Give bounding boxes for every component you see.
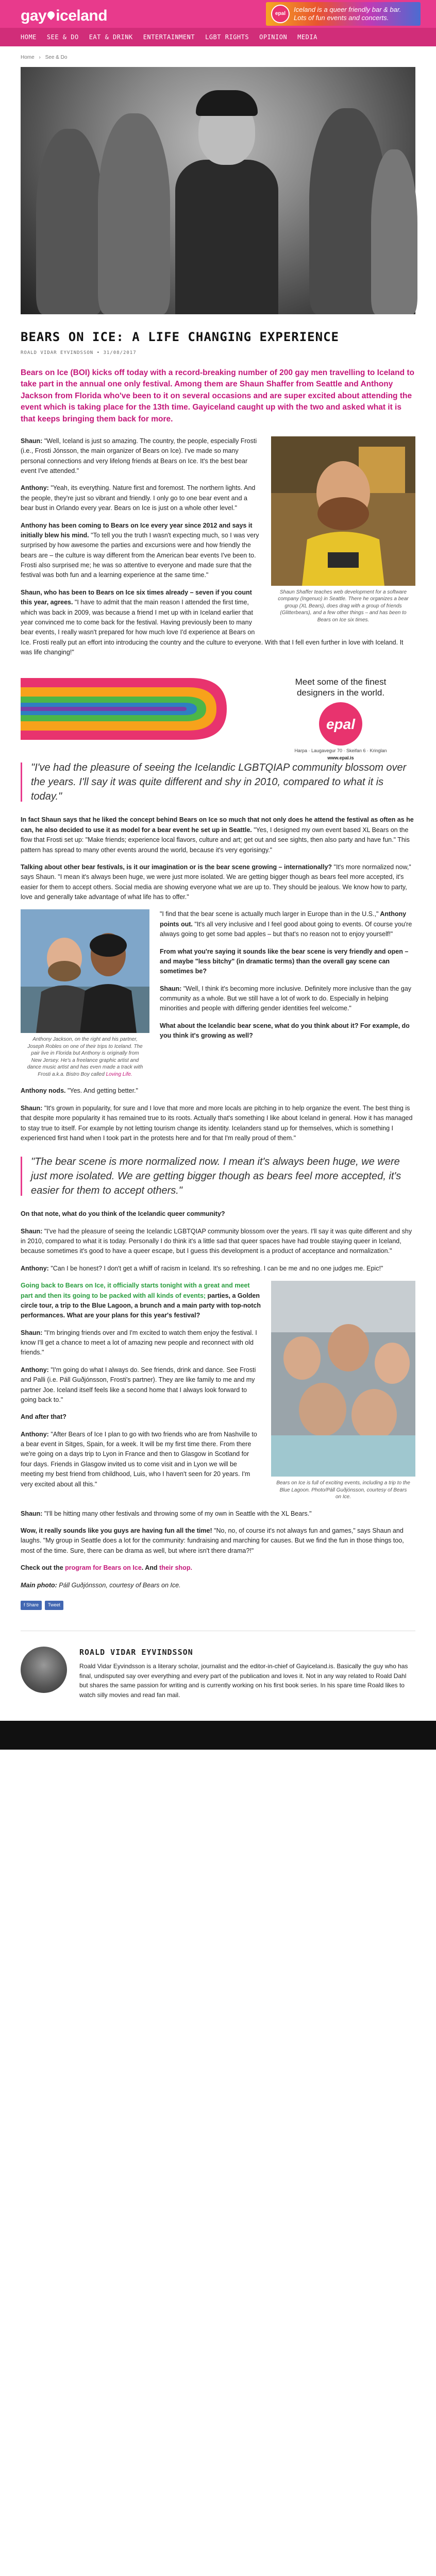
epal-ad-text (281, 677, 400, 762)
photo-anthony-image (21, 909, 149, 1033)
paragraph: And after that? (21, 1413, 66, 1421)
article-title: BEARS ON ICE: A LIFE CHANGING EXPERIENCE (21, 329, 339, 344)
epal-ad-url[interactable]: www.epal.is (327, 755, 354, 761)
nav-opinion[interactable]: OPINION (259, 33, 288, 41)
map-pin-icon (46, 10, 56, 20)
site-header (0, 0, 436, 28)
ad-badge: epal (271, 5, 290, 23)
photo-blue-lagoon-image (271, 1281, 415, 1477)
author-avatar (21, 1647, 67, 1693)
nav-media[interactable]: MEDIA (297, 33, 317, 41)
paragraph: Anthony: "After Bears of Ice I plan to go with two friends who are from Nashville to a bear event in Sitges, Spain, for a week. It will be my first time there. From there we're going on a days trip to Lyon in France and then to Glasgow in Scotland for four days. Friends in Glasgow invited us to come visit and in Lyon we will be meeting my best friend from childhood, Luis, who I haven't seen for 20 years. I'm very excited about all this." (21, 1430, 257, 1488)
nav-eat-drink[interactable]: EAT & DRINK (89, 33, 133, 41)
hero-photo (21, 67, 415, 314)
photo-shaun-caption: Shaun Shaffer teaches web development for a software company (Ingenuo) in Seattle. There he organizes a bear group (XL Bears), does drag with a group of friends (Glitterbears), and a few other things – and has been to Bears on Ice six times. (278, 589, 409, 623)
photo-blue-lagoon-caption: Bears on Ice is full of exciting events, including a trip to the Blue Lagoon. Photo/Páll Guðjónsson, courtesy of Bears on Ice. (276, 1480, 410, 1500)
photo-blue-lagoon (271, 1281, 415, 1504)
article-lead: Bears on Ice (BOI) kicks off today with a record-breaking number of 200 gay men travelling to Iceland to take part in the annual one only festival. Among them are Shaun Shaffer from Seattle and Anthony Jackson from Florida who've been to it on several occasions and are super excited about attending the event which is taking place for the 13th time. Gayiceland caught up with the two and asked what it is that keeps bringing them back for more. (21, 368, 414, 423)
paragraph: Shaun: "Well, I think it's becoming more inclusive. Definitely more inclusive than the gay community as a whole. But we still have a lot of work to do. Especially in helping minorities and people with differing gender identities feel welcome." (160, 985, 412, 1012)
pull-quote: "The bear scene is more normalized now. I mean it's always been huge, we were just more isolated. We are getting bigger though as bears feel more accepted, it's easier for them to accept others." (31, 1155, 415, 1198)
header-ad-banner[interactable] (266, 2, 421, 26)
site-logo[interactable] (21, 4, 107, 28)
paragraph: "I find that the bear scene is actually much larger in Europe than in the U.S.," Anthony points out. "It's all very inclusive and I feel good about going to events. Of course you're always going to get some bad apples – but that's no reason not to enjoy yourself!" (160, 910, 412, 938)
main-nav (0, 28, 436, 46)
author-box (21, 1631, 415, 1700)
paragraph: Talking about other bear festivals, is it our imagination or is the bear scene growing – internationally? "It's more normalized now," says Shaun. "I mean it's always been huge, we were just more isolated. We are getting bigger though as bears feel more accepted, it's easier for them to accept others. Social media are showing everyone what we are up to. They should be jealous. We know how to party, love and generally take advantage of what life has to offer." (21, 863, 411, 901)
hero-bg-person (36, 129, 103, 314)
author-bio: Roald Vidar Eyvindsson is a literary scholar, journalist and the editor-in-chief of Gayiceland.is. Basically the guy who has final, undisputed say over everything and every part of the publication and loves it. Not in any way related to Roald Dahl but shares the same passion for writing and is currently working on his first book series. In his spare time Roald likes to watch silly movies and read fan mail. (79, 1663, 408, 1699)
breadcrumb-home[interactable]: Home (21, 55, 35, 60)
epal-logo: epal (319, 702, 362, 745)
tweet-button[interactable]: Tweet (45, 1601, 63, 1610)
paragraph: Anthony has been coming to Bears on Ice every year since 2012 and says it initially blew his mind. "To tell you the truth I wasn't expecting much, so I was very surprised by how awesome the parties and excursions were and how friendly the bears are – the culture is way different from the American bear events I've been to. Frosti also surprised me; he was so attentive to everyone and made sure that the festival was both fun and a learning experience at the same time." (21, 521, 259, 579)
paragraph: Shaun: "I'm bringing friends over and I'm excited to watch them enjoy the festival. I know I'll get a chance to meet a lot of amazing new people and reconnect with old friends." (21, 1329, 257, 1357)
paragraph: Going back to Bears on Ice, it officially starts tonight with a great and meet part and then its going to be packed with all kinds of events; parties, a Golden circle tour, a trip to the Blue Lagoon, a brunch and a main party with top-notch performances. What are your plans for this year's festival? (21, 1282, 261, 1319)
facebook-share-button[interactable]: f Share (21, 1601, 42, 1610)
epal-ad-address: Harpa · Laugavegur 70 · Skeifan 6 · Kringlan (294, 748, 387, 754)
paragraph: Shaun, who has been to Bears on Ice six times already – seven if you count this year, agrees. "I have to admit that the main reason I attended the first time, which was back in 2009, was because a friend I met up with in Iceland earlier that year convinced me to come back for the festival. Having previously been to many bear events, I really wasn't prepared for how much love I'd experience at Bears on Ice. Frosti really put an effort into introducing the country and the culture to everyone. With that I fell even further in love with Iceland. It was life changing!" (21, 588, 404, 656)
nav-see-do[interactable]: SEE & DO (46, 33, 79, 41)
paragraph: Anthony: "I'm going do what I always do. See friends, drink and dance. See Frosti and Palli (i.e. Páll Guðjónsson, Frosti's partner). They are like family to me and my partner Joe. Iceland itself feels like a second home that I always look forward to going back to." (21, 1366, 256, 1403)
article-byline[interactable]: ROALD VIDAR EYVINDSSON • 31/08/2017 (21, 350, 137, 355)
logo-text-gay: gay (21, 7, 47, 24)
hero-bg-person (371, 149, 417, 314)
paragraph: Anthony nods. "Yes. And getting better." (21, 1087, 138, 1095)
paragraph: What about the Icelandic bear scene, what do you think about it? For example, do you think it's growing as well? (160, 1022, 410, 1040)
epal-ad-headline: Meet some of the finest designers in the world. (295, 677, 387, 698)
photo-shaun (271, 436, 415, 627)
breadcrumb-see-do[interactable]: See & Do (45, 55, 68, 60)
site-footer (0, 1721, 436, 1750)
paragraph: Shaun: "It's grown in popularity, for sure and I love that more and more locals are pitching in to help organize the event. The best thing is that despite more popularity it has remained true to its roots. Actually that's something I like about Iceland in general. How it has managed to stay true to itself. For example by not letting tourism change its identity. Icelanders stand up for themselves, which is something I experienced first hand when I took part in the protests here and for that I'm really proud of them." (21, 1104, 413, 1142)
photo-anthony (21, 909, 149, 1081)
paragraph: Check out the program for Bears on Ice. And their shop. (21, 1564, 192, 1572)
epal-advertisement[interactable] (21, 669, 415, 761)
paragraph: In fact Shaun says that he liked the concept behind Bears on Ice so much that not only does he attend the festival as often as he can, he also decided to use it as model for a bear event he set up in Seattle. "Yes, I designed my own event based XL Bears on the flow that Frosti set up: "Make friends; experience local flavors, culture and art; get out and see sights, then also party and have fun." This pattern has spread to many other events around the world, because it's very egorisingy." (21, 816, 414, 854)
paragraph: Anthony: "Yeah, its everything. Nature first and foremost. The northern lights. And the people, they're just so vibrant and friendly. I only go to one bear event and a bear bust in Orlando every year. Bears on Ice is just on a whole other level." (21, 484, 256, 512)
photo-shaun-image (271, 436, 415, 586)
loving-life-link[interactable]: Loving Life. (106, 1071, 132, 1077)
paragraph: Anthony: "Can I be honest? I don't get a whiff of racism in Iceland. It's so refreshing. I can be me and no one judges me. Epic!" (21, 1264, 383, 1272)
breadcrumb-separator: › (39, 55, 41, 60)
photo-anthony-caption: Anthony Jackson, on the right and his partner, Joseph Robles on one of their trips to Iceland. The pair live in Florida but Anthony is originally from New Jersey. He's a freelance graphic artist and dance music artist and has even made a track with Frosti a.k.a. Bistro Boy called Loving Life. (27, 1037, 143, 1077)
nav-entertainment[interactable]: ENTERTAINMENT (143, 33, 195, 41)
ad-text: Iceland is a queer friendly bar & bar. Lots of fun events and concerts. (294, 5, 401, 22)
paragraph: From what you're saying it sounds like the bear scene is very friendly and open – and maybe "less bitchy" (in dramatic terms) than the overall gay scene can sometimes be? (160, 947, 409, 975)
nav-lgbt-rights[interactable]: LGBT RIGHTS (205, 33, 249, 41)
paragraph: On that note, what do you think of the Icelandic queer community? (21, 1210, 225, 1218)
nav-home[interactable]: HOME (21, 33, 37, 41)
paragraph: Wow, it really sounds like you guys are having fun all the time! "No, no, of course it's not always fun and games," says Shaun and laughs. "My group in Seattle does a lot for the community: fundraising and marching for causes. But we find the fun in those things too, most of the time. Sure, there can be drama as well, but where isn't there drama?!" (21, 1527, 404, 1554)
hero-bg-person (98, 113, 170, 314)
paragraph: Shaun: "Well, Iceland is just so amazing. The country, the people, especially Frosti (i.e., Frosti Jónsson, the main organizer of Bears on Ice). I've made so many personal connections and very lifelong friends at Bears on Ice. It's the best bear event I've attended." (21, 437, 257, 475)
pull-quote: "I've had the pleasure of seeing the Icelandic LGBTQIAP community blossom over the years. I'll say it was quite different and shy in 2010, compared to what it is today." (31, 760, 415, 804)
epal-ad-stripes (21, 669, 289, 749)
breadcrumb (0, 46, 436, 67)
share-buttons (21, 1601, 415, 1610)
hero-main-person (175, 88, 278, 314)
paragraph: Main photo: Páll Guðjónsson, courtesy of Bears on Ice. (21, 1581, 181, 1589)
paragraph: Shaun: "I've had the pleasure of seeing the Icelandic LGBTQIAP community blossom over the years. I'll say it was quite different and shy in 2010, compared to what it is today. Personally I do think it's a little sad that queer spaces have had trouble staying queer in Iceland, because sometimes it's good to have a queer escape, but I guess this development is a product of acceptance and normalization." (21, 1227, 412, 1255)
logo-text-iceland: iceland (56, 7, 108, 24)
program-link[interactable]: program for Bears on Ice (63, 1564, 142, 1572)
author-name[interactable]: ROALD VIDAR EYVINDSSON (79, 1647, 193, 1657)
paragraph: Shaun: "I'll be hitting many other festivals and throwing some of my own in Seattle with the XL Bears." (21, 1510, 312, 1517)
shop-link[interactable]: their shop. (157, 1564, 192, 1572)
